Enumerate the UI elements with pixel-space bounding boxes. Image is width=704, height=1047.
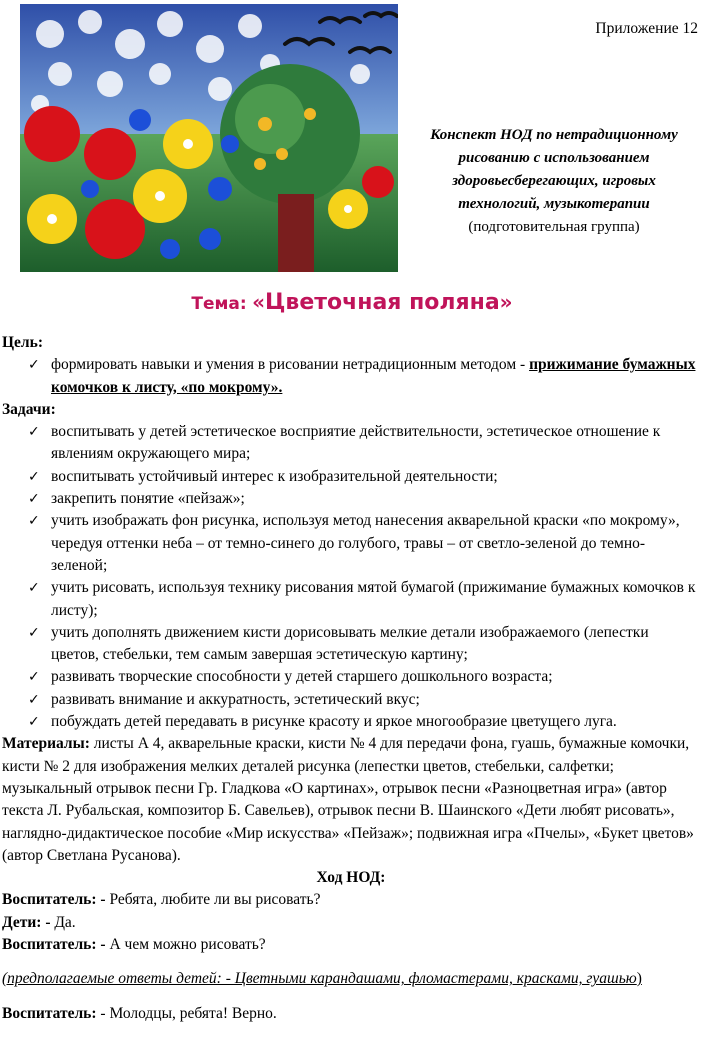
check-icon: ✓ xyxy=(28,468,40,485)
check-icon: ✓ xyxy=(28,491,40,508)
theme-heading xyxy=(0,290,704,315)
task-text: побуждать детей передавать в рисунке красоту и яркое многообразие цветущего луга. xyxy=(51,713,617,731)
theme-label: Тема: xyxy=(191,294,247,314)
theme-name: Цветочная поляна xyxy=(265,290,500,315)
speech-text: Ребята, любите ли вы рисовать? xyxy=(105,891,321,909)
check-icon: ✓ xyxy=(28,669,40,686)
list-item xyxy=(2,689,700,711)
check-icon: ✓ xyxy=(28,357,40,374)
speaker-label: Дети: - xyxy=(2,913,51,931)
task-text: воспитывать у детей эстетическое восприятие действительности, эстетическое отношение к явлениям окружающего мира; xyxy=(51,423,661,463)
task-text: учить рисовать, используя технику рисования мятой бумагой (прижимание бумажных комочков к листу); xyxy=(51,579,696,619)
summary-line: рисованию с использованием xyxy=(458,150,650,166)
materials-text: листы А 4, акварельные краски, кисти № 4 для передачи фона, гуашь, бумажные комочки, кисти № 2 для изображения мелких деталей рисунка (лепестки цветов, стебельки, салфетки; музыкальный отрывок песни Гр. Гладкова «О картинах», отрывок песни «Разноцветная игра» (автор текста Л. Рубальская, композитор Б. Савельев), отрывок песни В. Шаинского «Дети любят рисовать», наглядно-дидактическое пособие «Мир искусства» «Пейзаж»; подвижная игра «Пчелы», «Букет цветов» (автор Светлана Русанова). xyxy=(2,735,694,864)
list-item xyxy=(2,577,700,622)
list-item xyxy=(2,354,700,399)
goal-emphasis: прижимание бумажных комочков к листу, «по мокрому». xyxy=(51,356,696,396)
note-close: ) xyxy=(636,970,642,988)
materials-label: Материалы: xyxy=(2,735,90,753)
list-item xyxy=(2,488,700,510)
dialog-line xyxy=(2,889,700,911)
list-item xyxy=(2,421,700,466)
speaker-label: Воспитатель: - xyxy=(2,891,106,909)
speech-text: Да. xyxy=(50,913,76,931)
check-icon: ✓ xyxy=(28,424,40,441)
theme-close-quote: » xyxy=(499,290,513,314)
check-icon: ✓ xyxy=(28,513,40,530)
list-item xyxy=(2,666,700,688)
check-icon: ✓ xyxy=(28,691,40,708)
course-heading: Ход НОД: xyxy=(316,869,386,887)
summary-line: Конспект НОД по нетрадиционному xyxy=(430,127,678,143)
theme-open-quote: « xyxy=(252,290,266,314)
speaker-label: Воспитатель: - xyxy=(2,936,106,954)
task-text: учить дополнять движением кисти дорисовывать мелкие детали изображаемого (лепестки цветов, стебельки, тем самым завершая эстетическую картину; xyxy=(51,623,649,664)
task-text: воспитывать устойчивый интерес к изобразительной деятельности; xyxy=(51,467,498,485)
goal-text: формировать навыки и умения в рисовании нетрадиционным методом - xyxy=(51,356,530,374)
speech-text: А чем можно рисовать? xyxy=(105,936,266,954)
note-text: (предполагаемые ответы детей: - Цветными карандашами, фломастерами, красками, гуашью xyxy=(2,970,637,988)
flower-meadow-painting xyxy=(20,4,398,272)
speaker-label: Воспитатель: xyxy=(2,1004,97,1022)
dialog-line xyxy=(2,934,700,956)
summary-line: технологий, музыкотерапии xyxy=(458,196,650,212)
speech-text: - Молодцы, ребята! Верно. xyxy=(96,1004,277,1022)
lesson-summary-title xyxy=(404,124,704,239)
document-body xyxy=(2,332,700,1025)
appendix-number: Приложение 12 xyxy=(595,20,698,37)
task-text: развивать внимание и аккуратность, эстетический вкус; xyxy=(51,690,420,708)
summary-line: здоровьесберегающих, игровых xyxy=(452,173,656,189)
list-item xyxy=(2,622,700,667)
tasks-list xyxy=(2,421,700,733)
list-item xyxy=(2,711,700,733)
goal-heading: Цель: xyxy=(2,334,43,351)
dialog-line xyxy=(2,1003,700,1025)
materials-paragraph xyxy=(2,733,700,867)
check-icon: ✓ xyxy=(28,580,40,597)
expected-answers-note xyxy=(2,968,700,990)
task-text: закрепить понятие «пейзаж»; xyxy=(51,490,245,508)
dialog-line xyxy=(2,912,700,934)
check-icon: ✓ xyxy=(28,714,40,731)
task-text: развивать творческие способности у детей старшего дошкольного возраста; xyxy=(51,668,553,686)
goal-list xyxy=(2,354,700,399)
list-item xyxy=(2,466,700,488)
tasks-heading: Задачи: xyxy=(2,400,56,418)
list-item xyxy=(2,510,700,577)
check-icon: ✓ xyxy=(28,624,40,641)
task-text: учить изображать фон рисунка, используя метод нанесения акварельной краски «по мокрому», чередуя оттенки неба – от темно-синего до голубого, травы – от светло-зеленой до темно-зеленой; xyxy=(51,512,680,574)
group-label: (подготовительная группа) xyxy=(468,219,640,235)
